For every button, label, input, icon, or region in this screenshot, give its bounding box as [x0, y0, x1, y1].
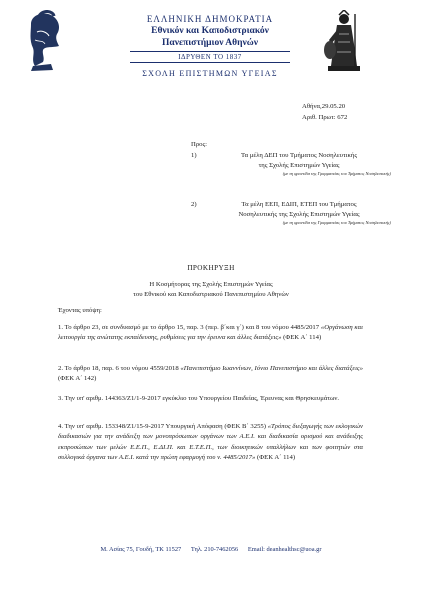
intro-line: Η Κοσμήτορας της Σχολής Επιστημών Υγείας [149, 281, 273, 288]
paragraph-text: 4. Την υπ' αριθμ. 153348/Ζ1/15-9-2017 Υπουργική Απόφαση (ΦΕΚ Β΄ 3255) [58, 423, 268, 430]
header-university-line2: Πανεπιστήμιον Αθηνών [162, 38, 258, 48]
paragraph-italic: «Τρόπος διεξαγωγής των εκλογικών διαδικασιών για την ανάδειξη των μονοπρόσωπων οργάνων των Α.Ε.Ι. και διαδικασία ορισμού και ανάδειξης εκπροσώπων των μελών Ε.Ε.Π., Ε.ΔΙ.Π. και Ε.Τ.Ε.Π., των διοικητικών υπαλλήλων και των φοιτητών στα συλλογικά όργανα των Α.Ε.Ι. κατά την πρώτη εφαρμογή του ν. 4485/2017» [58, 423, 363, 462]
intro-line: του Εθνικού και Καποδιστριακού Πανεπιστημίου Αθηνών [133, 290, 289, 298]
recipient-line: Τα μέλη ΔΕΠ του Τμήματος Νοσηλευτικής [241, 152, 357, 159]
recipient-line: Τα μέλη ΕΕΠ, ΕΔΙΠ, ΕΤΕΠ του Τμήματος [241, 201, 357, 208]
header-rule-top [130, 51, 290, 52]
paragraph-text: (ΦΕΚ Α΄ 114) [255, 454, 296, 462]
recipient-item [191, 200, 391, 227]
footer-address: Μ. Ασίας 75, Γουδή, ΤΚ 11527 [100, 546, 182, 553]
athena-statue-logo-icon [319, 10, 369, 72]
footer [0, 546, 422, 553]
footer-phone: Τηλ. 210-7462056 [190, 546, 239, 553]
recipient-number: 2) [191, 201, 197, 208]
paragraph-3: 3. Την υπ' αριθμ. 144363/Ζ1/1-9-2017 εγκύκλιο του Υπουργείου Παιδείας, Έρευνας και Θρησκευμάτων. [58, 395, 340, 402]
header-school: ΣΧΟΛΗ ΕΠΙΣΤΗΜΩΝ ΥΓΕΙΑΣ [142, 69, 278, 78]
paragraph-4 [58, 422, 363, 464]
recipients-heading: Προς: [191, 141, 208, 148]
paragraph-text: 2. Το άρθρο 18, παρ. 6 του νόμου 4559/2018 [58, 365, 181, 372]
recipient-note: (με τη φροντίδα της Γραμματείας του Τμήματος Νοσηλευτικής) [282, 171, 391, 177]
paragraph-text: (ΦΕΚ Α΄ 114) [281, 334, 322, 342]
header-state: ΕΛΛΗΝΙΚΗ ΔΗΜΟΚΡΑΤΙΑ [146, 14, 274, 24]
recipient-number: 1) [191, 152, 197, 159]
footer-email: Email: deanhealthsc@uoa.gr [247, 546, 322, 553]
recipient-note: (με τη φροντίδα της Γραμματείας του Τμήματος Νοσηλευτικής) [282, 220, 391, 226]
document-title: ΠΡΟΚΗΡΥΞΗ [187, 264, 235, 272]
paragraph-1 [58, 323, 363, 344]
city-date: Αθήνα,29.05.20 [302, 103, 346, 110]
protocol-number: Αριθ. Πρωτ: 672 [302, 114, 348, 121]
paragraph-italic: «Οργάνωση και λειτουργία της ανώτατης εκπαίδευσης, ρυθμίσεις για την έρευνα και άλλες διατάξεις» [58, 324, 363, 342]
having-considered: Έχοντας υπόψη: [58, 307, 102, 314]
header-university-line1: Εθνικόν και Καποδιστριακόν [151, 26, 269, 36]
recipient-item [191, 151, 391, 178]
athena-head-logo-icon [21, 10, 69, 72]
paragraph-2 [58, 364, 363, 385]
intro [60, 280, 362, 299]
paragraph-italic: «Πανεπιστήμιο Ιωαννίνων, Ιόνιο Πανεπιστήμιο και άλλες διατάξεις» [180, 365, 363, 372]
header-founded: ΙΔΡΥΘΕΝ ΤΟ 1837 [178, 53, 242, 61]
recipient-line: Νοσηλευτικής της Σχολής Επιστημών Υγείας [238, 210, 360, 218]
paragraph-text: (ΦΕΚ Α΄ 142) [58, 375, 97, 383]
paragraph-text: 1. Το άρθρο 23, σε συνδυασμό με το άρθρο 15, παρ. 3 (περ. β΄και γ΄) και 8 του νόμου 4485/2017 [58, 324, 321, 331]
recipient-line: της Σχολής Επιστημών Υγείας [258, 161, 340, 169]
header-rule-bottom [130, 62, 290, 63]
